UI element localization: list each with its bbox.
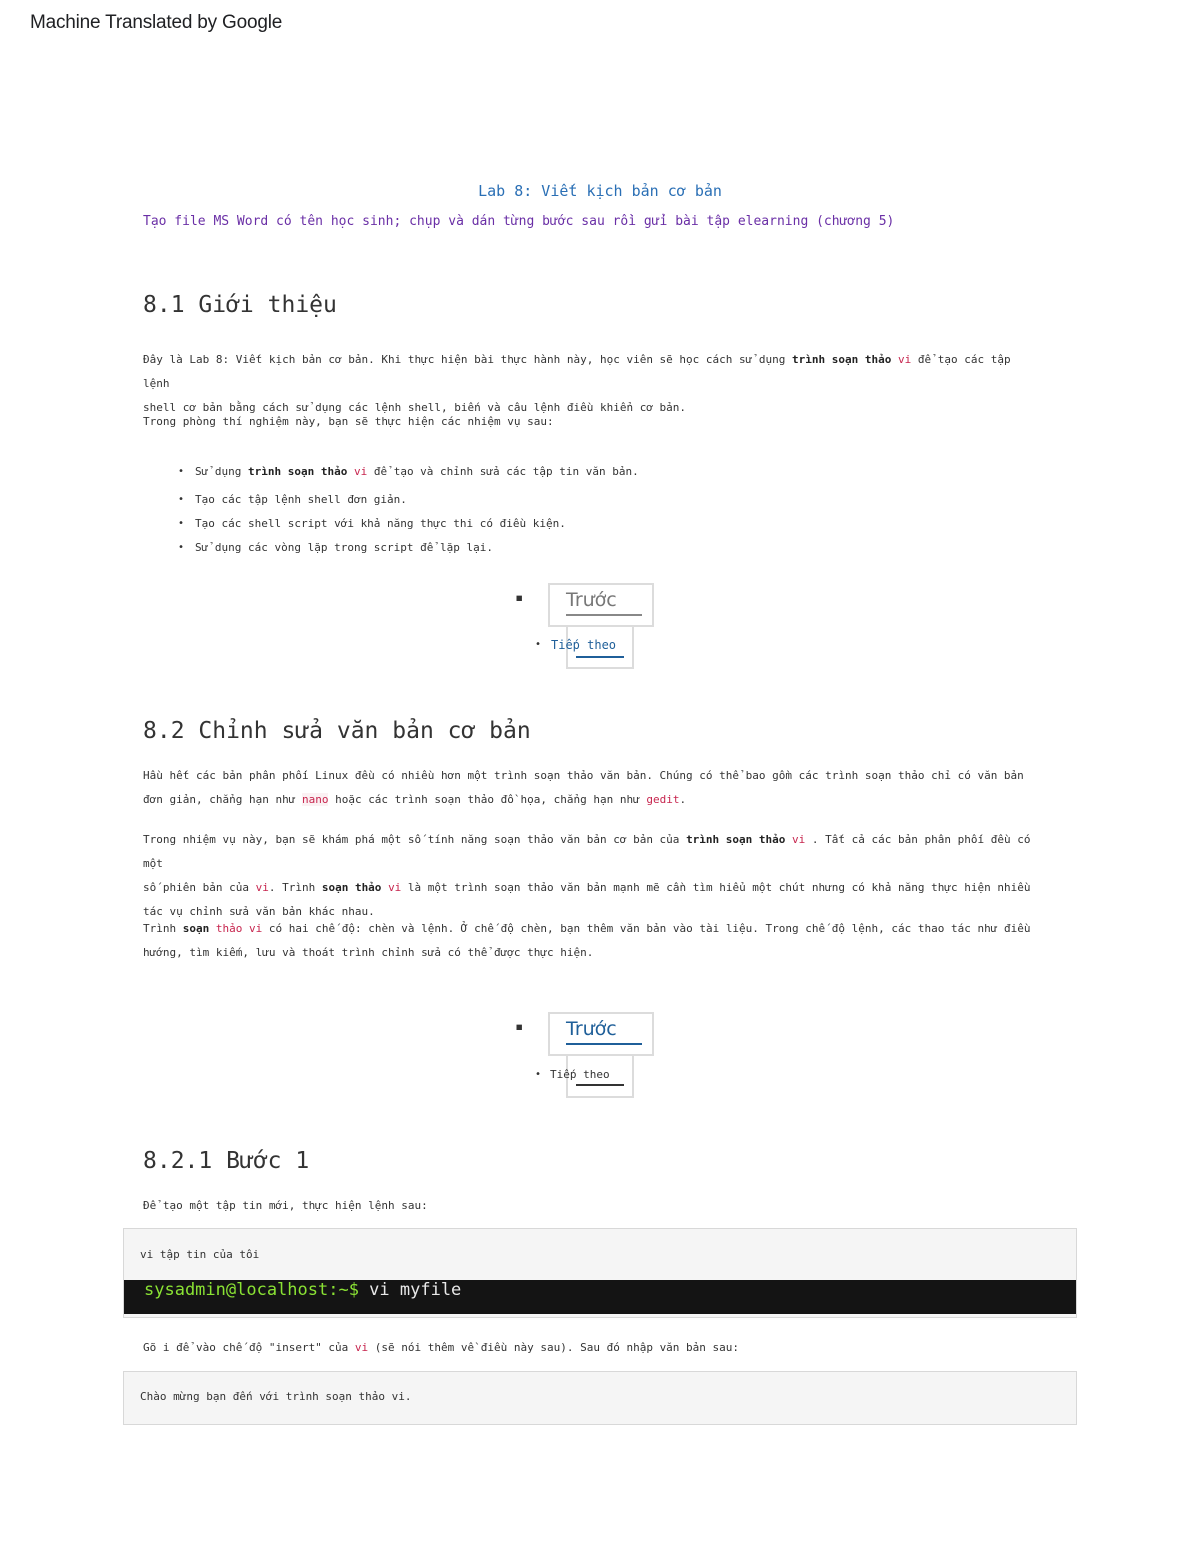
section-heading-8-1: 8.1 Giới thiệu	[143, 292, 337, 318]
vi-modes-paragraph: Trình soạn thảo vi có hai chế độ: chèn và lệnh. Ở chế độ chèn, bạn thêm văn bản vào tài liệu. Trong chế độ lệnh, các thao tác như điều hướng, tìm kiếm, lưu và thoát trình chỉnh sửa có thể được thực hiện.	[143, 922, 1031, 959]
nav-prev-link[interactable]: Trước	[566, 589, 617, 611]
nav-next-underline	[576, 1084, 624, 1086]
terminal-prompt: sysadmin@localhost:~$	[144, 1280, 359, 1300]
editors-paragraph: Hầu hết các bản phân phối Linux đều có nhiều hơn một trình soạn thảo văn bản. Chúng có thể bao gồm các trình soạn thảo chỉ có văn bản đơn giản, chẳng hạn như nano hoặc các trình soạn thảo đồ họa, chẳng hạn như gedit.	[143, 769, 1024, 806]
nav-prev-underline	[566, 1043, 642, 1045]
tasks-intro: Trong phòng thí nghiệm này, bạn sẽ thực hiện các nhiệm vụ sau:	[143, 415, 554, 428]
nav-next-underline	[576, 656, 624, 658]
task-list	[178, 460, 639, 560]
code-nano: nano	[301, 793, 329, 806]
step1-paragraph: Để tạo một tập tin mới, thực hiện lệnh sau:	[143, 1199, 428, 1212]
nav-bullet: ▪	[515, 1019, 524, 1035]
list-item: • Sử dụng các vòng lặp trong script để lặp lại.	[178, 536, 639, 560]
machine-translation-banner: Machine Translated by Google	[30, 12, 283, 33]
nav-bullet: •	[535, 1069, 542, 1080]
terminal-command: vi myfile	[358, 1280, 462, 1300]
nav-prev-link[interactable]: Trước	[566, 1018, 617, 1040]
terminal-line	[144, 1280, 461, 1300]
list-item: • Tạo các shell script với khả năng thực thi có điều kiện.	[178, 512, 639, 536]
nav-next-link[interactable]: Tiếp theo	[550, 1068, 610, 1081]
lab-title: Lab 8: Viết kịch bản cơ bản	[478, 182, 722, 200]
intro-code-vi: vi	[897, 353, 912, 366]
section-heading-8-2-1: 8.2.1 Bước 1	[143, 1148, 310, 1174]
code-gedit: gedit	[646, 793, 680, 806]
section-heading-8-2: 8.2 Chỉnh sửa văn bản cơ bản	[143, 718, 531, 744]
nav-bullet: ▪	[515, 590, 524, 606]
intro-text-a: Đây là Lab 8: Viết kịch bản cơ bản. Khi thực hiện bài thực hành này, học viên sẽ học cách sử dụng	[143, 353, 793, 366]
code-vi: vi	[388, 881, 402, 894]
code-vi: vi	[792, 833, 806, 846]
list-item: • Tạo các tập lệnh shell đơn giản.	[178, 488, 639, 512]
nav-next-link[interactable]: Tiếp theo	[551, 638, 617, 652]
intro-text-line2: shell cơ bản bằng cách sử dụng các lệnh shell, biến và câu lệnh điều khiển cơ bản.	[143, 401, 687, 414]
vi-intro-paragraph: Trong nhiệm vụ này, bạn sẽ khám phá một số tính năng soạn thảo văn bản cơ bản của trình soạn thảo vi . Tất cả các bản phân phối đều có một số phiên bản của vi. Trình soạn thảo vi là một trình soạn thảo văn bản mạnh mẽ cần tìm hiểu một chút nhưng có khả năng thực hiện nhiều tác vụ chỉnh sửa văn bản khác nhau.	[143, 833, 1031, 918]
lab-subtitle: Tạo file MS Word có tên học sinh; chụp và dán từng bước sau rồi gửi bài tập elearning (chương 5)	[143, 214, 895, 229]
nav-prev-underline	[566, 614, 642, 616]
code-vi: vi	[354, 1341, 369, 1354]
nav-bullet: •	[535, 639, 542, 650]
intro-bold-editor: trình soạn thảo	[792, 353, 892, 366]
code-line: vi tập tin của tôi	[140, 1248, 260, 1261]
intro-text-b: để tạo các tập lệnh	[143, 353, 1011, 390]
code-vi: vi	[255, 881, 269, 894]
code-vi: thảo vi	[215, 922, 263, 935]
insert-mode-paragraph: Gõ i để vào chế độ "insert" của vi (sẽ nói thêm về điều này sau). Sau đó nhập văn bản sau:	[143, 1341, 740, 1354]
code-line: Chào mừng bạn đến với trình soạn thảo vi.	[140, 1390, 412, 1403]
list-item: • Sử dụng trình soạn thảo vi để tạo và chỉnh sửa các tập tin văn bản.	[178, 460, 639, 484]
